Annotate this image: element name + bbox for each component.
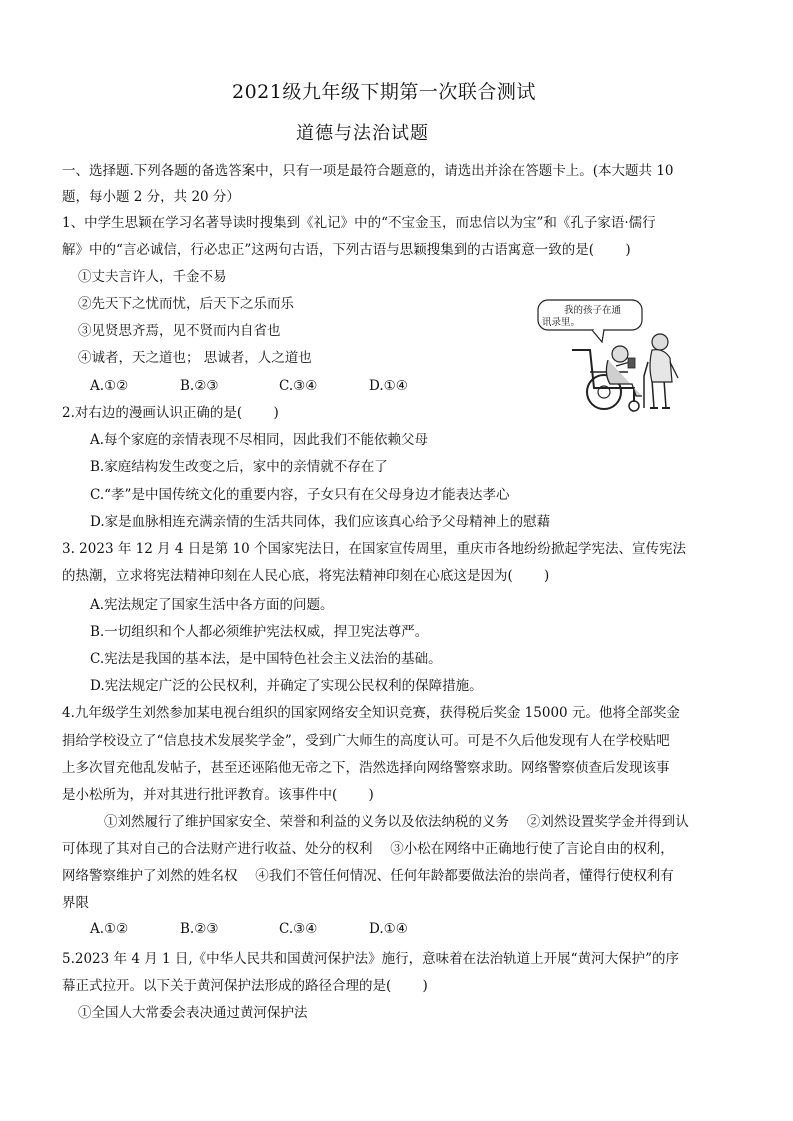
q5-item: ①全国人大常委会表决通过黄河保护法 (78, 1005, 308, 1021)
section-instruction: 一、选择题.下列各题的备选答案中，只有一项是最符合题意的，请选出并涂在答题卡上。(本大题共 10 (62, 163, 674, 179)
q4-option-b[interactable]: B.②③ (180, 921, 219, 937)
q1-item: ④诚者，天之道也； 思诚者，人之道也 (78, 350, 312, 366)
bubble-line-2: 讯录里。 (542, 317, 581, 328)
q4-option-c[interactable]: C.③④ (279, 921, 318, 937)
q4-stem: 4.九年级学生刘然参加某电视台组织的国家网络安全知识竞赛，获得税后奖金 15000 元。他将全部奖金 (62, 705, 680, 721)
q4-statements-cont: 可体现了其对自己的合法财产进行收益、处分的权利 ③小松在网络中正确地行使了言论自由的权利， (62, 841, 674, 857)
exam-title: 2021级九年级下期第一次联合测试 (232, 81, 536, 103)
q4-statements-cont: 界限 (62, 895, 89, 911)
q1-item: ①丈夫言许人，千金不易 (78, 269, 227, 285)
q2-option-b[interactable]: B.家庭结构发生改变之后，家中的亲情就不存在了 (90, 459, 388, 475)
q1-option-a[interactable]: A.①② (90, 378, 129, 394)
q4-statements-cont: 网络警察维护了刘然的姓名权 ④我们不管任何情况、任何年龄都要做法治的崇尚者，懂得行使权利有 (62, 868, 674, 884)
q2-option-c[interactable]: C.“孝”是中国传统文化的重要内容，子女只有在父母身边才能表达孝心 (90, 487, 510, 503)
section-instruction-cont: 题，每小题 2 分，共 20 分） (62, 189, 240, 205)
q5-stem-cont: 幕正式拉开。以下关于黄河保护法形成的路径合理的是( ) (62, 978, 428, 994)
q4-stem-cont: 上多次冒充他乱发帖子，甚至还诬陷他无帝之下，浩然选择向网络警察求助。网络警察侦查后发现该事 (62, 760, 670, 776)
q4-stem-cont: 是小松所为，并对其进行批评教育。该事件中( ) (62, 787, 374, 803)
q3-option-d[interactable]: D.宪法规定广泛的公民权利，并确定了实现公民权利的保障措施。 (90, 678, 483, 694)
q1-item: ②先天下之忧而忧，后天下之乐而乐 (78, 296, 294, 312)
q1-item: ③见贤思齐焉，见不贤而内自省也 (78, 323, 281, 339)
q1-stem-cont: 解》中的“言必诚信，行必忠正”这两句古语，下列古语与思颖搜集到的古语寓意一致的是( ) (62, 242, 631, 258)
cartoon-drawing (532, 296, 704, 414)
q2-stem: 2.对右边的漫画认识正确的是( ) (62, 405, 279, 421)
q5-stem: 5.2023 年 4 月 1 日,《中华人民共和国黄河保护法》施行，意味着在法治轨道上开展“黄河大保护”的序 (62, 951, 679, 967)
bubble-line-1: 我的孩子在通 (564, 305, 622, 316)
q3-option-c[interactable]: C.宪法是我国的基本法，是中国特色社会主义法治的基础。 (90, 651, 442, 667)
q4-statements: ①刘然履行了维护国家安全、荣誉和利益的义务以及依法纳税的义务 ②刘然设置奖学金并得到认 (104, 814, 689, 830)
q2-option-d[interactable]: D.家是血脉相连充满亲情的生活共同体，我们应该真心给予父母精神上的慰藉 (90, 514, 551, 530)
q1-option-d[interactable]: D.①④ (369, 378, 408, 394)
q4-stem-cont: 捐给学校设立了“信息技术发展奖学金”，受到广大师生的高度认可。可是不久后他发现有人在学校贴吧 (62, 733, 670, 749)
q3-stem: 3. 2023 年 12 月 4 日是第 10 个国家宪法日，在国家宣传周里，重庆市各地纷纷掀起学宪法、宣传宪法 (62, 541, 687, 557)
q1-stem: 1、中学生思颖在学习名著导读时搜集到《礼记》中的“不宝金玉，而忠信以为宝”和《孔子家语·儒行 (62, 215, 656, 231)
q2-option-a[interactable]: A.每个家庭的亲情表现不尽相同，因此我们不能依赖父母 (90, 432, 429, 448)
q3-stem-cont: 的热潮，立求将宪法精神印刻在人民心底，将宪法精神印刻在心底这是因为( ) (62, 568, 550, 584)
exam-subtitle: 道德与法治试题 (296, 123, 429, 144)
cartoon-illustration (532, 296, 704, 414)
q3-option-a[interactable]: A.宪法规定了国家生活中各方面的问题。 (90, 597, 334, 613)
q4-option-a[interactable]: A.①② (90, 921, 129, 937)
q3-option-b[interactable]: B.一切组织和个人都必须维护宪法权威，捍卫宪法尊严。 (90, 624, 429, 640)
q1-option-b[interactable]: B.②③ (180, 378, 219, 394)
q1-option-c[interactable]: C.③④ (279, 378, 318, 394)
q4-option-d[interactable]: D.①④ (369, 921, 408, 937)
